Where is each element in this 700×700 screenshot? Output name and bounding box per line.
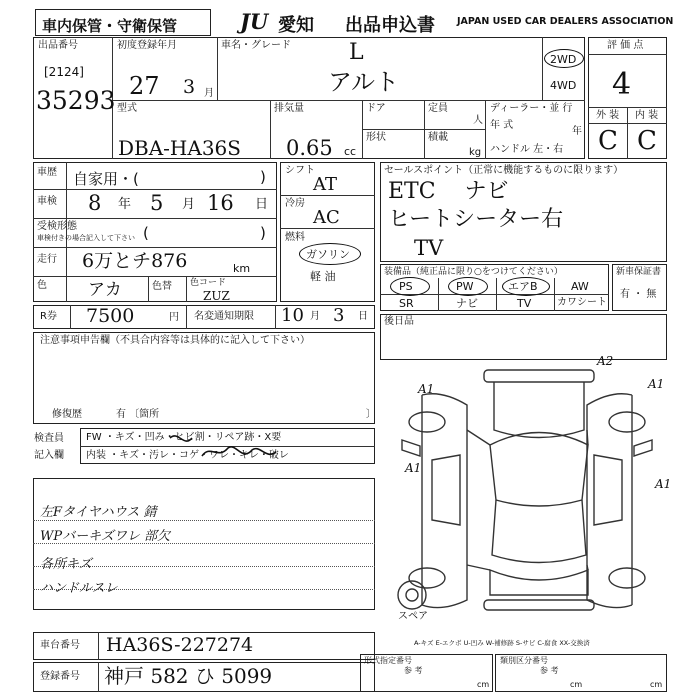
notes-label: 注意事項申告欄（不具合内容等は具体的に記入して下さい） [40,335,310,346]
lot-label: 出品番号 [38,40,78,51]
plate-number: 神戸 582 ひ 5099 [104,664,273,688]
inspector-label-1: 検査員 [34,433,64,444]
inspector-row-1: FW ・キズ・凹み・ヒビ割・リペア跡・X要 [86,432,282,443]
doors-label: ドア [366,103,386,114]
remark-1: 左Fタイヤハウス 錆 [40,505,157,520]
warranty-value: 有 ・ 無 [620,289,657,300]
storage-label: 車内保管・守衛保管 [42,17,178,35]
equip-leather-seat: カワシート [557,297,607,308]
repair-history-label: 修復歴 [52,409,82,420]
equip-pw-circle [448,277,488,296]
receipt-close: ) [260,224,266,242]
registration-label: 初度登録年月 [117,40,177,51]
shift-label: シフト [285,165,315,176]
equip-aw: AW [571,280,589,293]
model-value: DBA-HA36S [118,136,241,160]
repair-history-value: 有 〔箇所 [116,409,160,420]
load-label: 積載 [428,132,448,143]
model-label: 型式 [117,103,137,114]
receipt-sub: 車検付きの場合記入して下さい [37,234,135,242]
cooler-label: 冷房 [285,198,305,209]
diagram-mark-a2: A2 [597,354,614,368]
shift-value: AT [313,174,338,195]
sales-line-3: TV [414,236,444,260]
exterior-grade: C [598,126,618,156]
drive-2wd: 2WD [550,53,577,66]
dealer-label: ディーラー・並 行 [490,103,573,114]
capacity-unit: 人 [473,115,483,126]
ju-logo: JU [240,9,269,34]
remark-4: ハンドルスレ [40,581,118,596]
fuel-selected-circle [299,243,361,265]
damage-legend: A-キズ E-エクボ U-凹み W-補修跡 S-サビ C-腐食 XX-交換済 [414,639,590,647]
equipment-label: 装備品（純正品に限り○をつけてください） [384,267,563,277]
color-swap-label: 色替 [152,281,172,292]
color-code: ZUZ [203,289,230,303]
recycle-value: 7500 [86,305,135,327]
receipt-label: 受検形態 [37,221,77,232]
category-label: 類別区分番号 [500,656,548,665]
fuel-diesel: 軽 油 [310,270,336,283]
approval-label: 形式指定番号 [364,656,412,665]
registration-month: 3 [183,76,196,98]
remark-3: 各所キズ [40,557,92,572]
mileage-value: 6万とチ876 [82,250,188,272]
name-change-day: 3 [333,305,345,326]
dim-2: cm [570,680,583,689]
cooler-value: AC [313,207,340,228]
warranty-label: 新車保証書 [616,267,662,277]
diagram-mark-left-mid: A1 [405,461,422,475]
handle-label: ハンドル 左・右 [490,144,564,155]
fuel-label: 燃料 [285,232,305,243]
car-name: アルト [328,68,400,96]
equip-airbag-circle [502,277,550,296]
remark-2: WPバーキズワレ 部欠 [40,529,170,544]
equip-navi: ナビ [456,297,478,310]
inspection-year-unit: 年 [118,197,132,212]
category-sub: 参 考 [540,666,559,675]
storage-label-box [35,9,211,36]
sales-points-label: セールスポイント（正常に機能するものに限ります） [384,165,624,176]
association-name: JAPAN USED CAR DEALERS ASSOCIATION [457,16,674,27]
model-year-unit: 年 [572,126,582,137]
inspection-month-unit: 月 [182,197,196,212]
drive-selected-circle [544,49,584,68]
plate-label: 登録番号 [40,671,80,682]
lot-number: 35293 [36,86,116,115]
recycle-label: R券 [40,311,57,322]
name-change-month-unit: 月 [310,311,320,322]
lot-code: [2124] [44,65,84,79]
logo-place: 愛知 [278,15,314,36]
load-unit: kg [469,147,482,158]
shape-label: 形状 [366,132,386,143]
spare-label: スペア [398,611,428,622]
drive-4wd: 4WD [550,79,577,92]
approval-sub: 参 考 [404,666,423,675]
equip-sr: SR [399,297,414,310]
equip-airbag: エアB [508,280,538,293]
later-items-label: 後日品 [384,316,414,327]
inspector-row-2: 内装 ・キズ・汚レ・コゲ・ワレ・キレ・破レ [86,450,289,461]
equip-ps-circle [390,277,430,296]
inspection-month: 5 [150,191,164,215]
history-label: 車歴 [37,167,57,178]
chassis-label: 車台番号 [40,640,80,651]
equip-pw: PW [456,280,474,293]
model-year-label: 年 式 [490,120,514,131]
color-label: 色 [37,280,47,291]
inspection-day-unit: 日 [255,197,269,212]
chassis-number: HA36S-227274 [106,634,254,656]
inspection-label: 車検 [37,196,57,207]
form-title: 出品申込書 [345,15,435,36]
equip-tv: TV [517,297,532,310]
car-name-label: 車名・グレード [221,40,291,51]
evaluation-label: 評 価 点 [607,40,644,51]
color-code-label: 色コード [190,278,227,288]
receipt-open: ( [143,224,149,242]
equip-ps: PS [399,280,413,293]
displacement-value: 0.65 [286,136,333,160]
history-value: 自家用・( [73,170,139,188]
mileage-unit: km [233,262,251,275]
exterior-label: 外 装 [596,110,620,121]
sales-line-2: ヒートシーター右 [388,207,564,232]
dim-3: cm [650,680,663,689]
evaluation-score: 4 [612,67,632,102]
diagram-mark-left-front: A1 [418,382,435,396]
inspector-scribble [150,426,290,466]
registration-month-unit: 月 [204,88,214,99]
name-change-label: 名変通知期限 [194,311,254,322]
name-change-day-unit: 日 [358,311,368,322]
history-close: ) [260,168,266,186]
fuel-gasoline: ガソリン [306,248,350,261]
recycle-unit: 円 [169,312,179,323]
interior-grade: C [637,126,657,156]
name-change-month: 10 [281,305,304,326]
inspector-label-2: 記入欄 [34,450,64,461]
inspection-year: 8 [88,191,102,215]
inspection-day: 16 [207,191,234,215]
sales-line-1: ETC ナビ [388,179,509,204]
interior-label: 内 装 [635,110,659,121]
car-grade: L [349,40,364,65]
dim-1: cm [477,680,490,689]
diagram-mark-right-mid: A1 [655,477,672,491]
mileage-label: 走行 [37,254,57,265]
diagram-mark-right-front: A1 [648,377,665,391]
displacement-unit: cc [344,145,357,158]
repair-history-close: 〕 [366,409,376,420]
capacity-label: 定員 [428,103,448,114]
displacement-label: 排気量 [274,103,304,114]
registration-year: 27 [129,72,160,100]
color-value: アカ [88,280,122,300]
